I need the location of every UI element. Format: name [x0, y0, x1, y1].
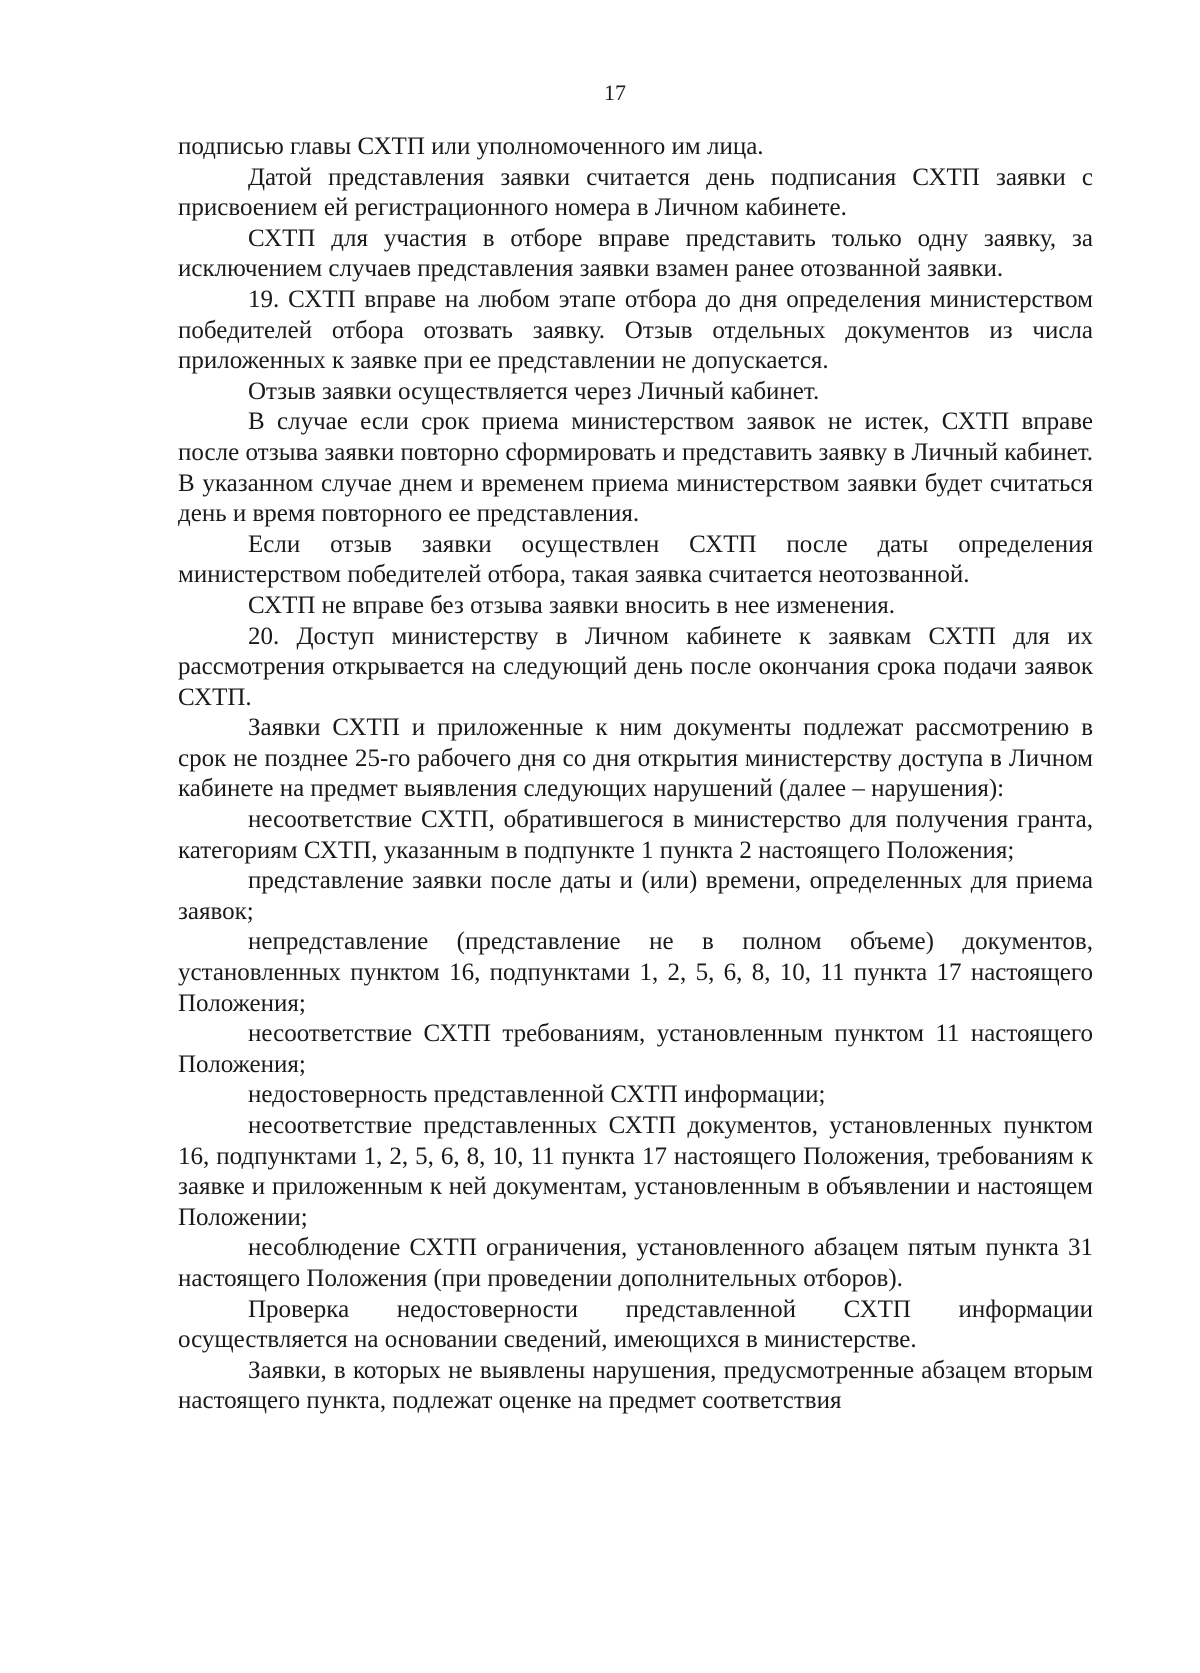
paragraph: несоответствие СХТП, обратившегося в министерство для получения гранта, категориям СХТП, указанным в подпункте 1 пункта 2 настоящего Положения; [178, 806, 1093, 864]
paragraph: недостоверность представленной СХТП информации; [248, 1081, 826, 1109]
paragraph: Заявки, в которых не выявлены нарушения, предусмотренные абзацем вторым настоящего пункта, подлежат оценке на предмет соответствия [178, 1356, 1093, 1415]
paragraph: СХТП не вправе без отзыва заявки вносить в нее изменения. [248, 591, 896, 619]
paragraph: В случае если срок приема министерством заявок не истек, СХТП вправе после отзыва заявки повторно сформировать и представить заявку в Личный кабинет. В указанном случае днем и временем приема министерством заявки будет считаться день и время повторного ее представления. [178, 408, 1093, 528]
paragraph: Отзыв заявки осуществляется через Личный кабинет. [248, 377, 820, 405]
paragraph: СХТП для участия в отборе вправе представить только одну заявку, за исключением случаев представления заявки взамен ранее отозванной заявки. [178, 224, 1093, 283]
paragraph: Заявки СХТП и приложенные к ним документы подлежат рассмотрению в срок не позднее 25-го рабочего дня со дня открытия министерству доступа в Личном кабинете на предмет выявления следующих нарушений (далее – нарушения): [178, 714, 1093, 803]
paragraph: подписью главы СХТП или уполномоченного им лица. [178, 133, 764, 160]
paragraph: представление заявки после даты и (или) времени, определенных для приема заявок; [178, 867, 1093, 925]
paragraph: Если отзыв заявки осуществлен СХТП после даты определения министерством победителей отбора, такая заявка считается неотозванной. [178, 530, 1093, 589]
paragraph: Датой представления заявки считается день подписания СХТП заявки с присвоением ей регистрационного номера в Личном кабинете. [178, 163, 1093, 222]
paragraph: несоответствие СХТП требованиям, установленным пунктом 11 настоящего Положения; [178, 1020, 1093, 1078]
paragraph: 19. СХТП вправе на любом этапе отбора до дня определения министерством победителей отбора отозвать заявку. Отзыв отдельных документов из числа приложенных к заявке при ее представлении не допускается. [178, 285, 1093, 375]
paragraph: Проверка недостоверности представленной СХТП информации осуществляется на основании сведений, имеющихся в министерстве. [178, 1295, 1093, 1354]
paragraph: непредставление (представление не в полном объеме) документов, установленных пунктом 16, подпунктами 1, 2, 5, 6, 8, 10, 11 пункта 17 настоящего Положения; [178, 928, 1093, 1017]
paragraph: несоответствие представленных СХТП документов, установленных пунктом 16, подпунктами 1, 2, 5, 6, 8, 10, 11 пункта 17 настоящего Положения, требованиям к заявке и приложенным к ней документам, установленным в объявлении и настоящем Положении; [178, 1112, 1093, 1231]
document-body [178, 132, 1093, 1417]
page-number: 17 [604, 80, 626, 105]
paragraph: несоблюдение СХТП ограничения, установленного абзацем пятым пункта 31 настоящего Положения (при проведении дополнительных отборов). [178, 1234, 1093, 1292]
paragraph: 20. Доступ министерству в Личном кабинете к заявкам СХТП для их рассмотрения открывается на следующий день после окончания срока подачи заявок СХТП. [178, 622, 1093, 711]
